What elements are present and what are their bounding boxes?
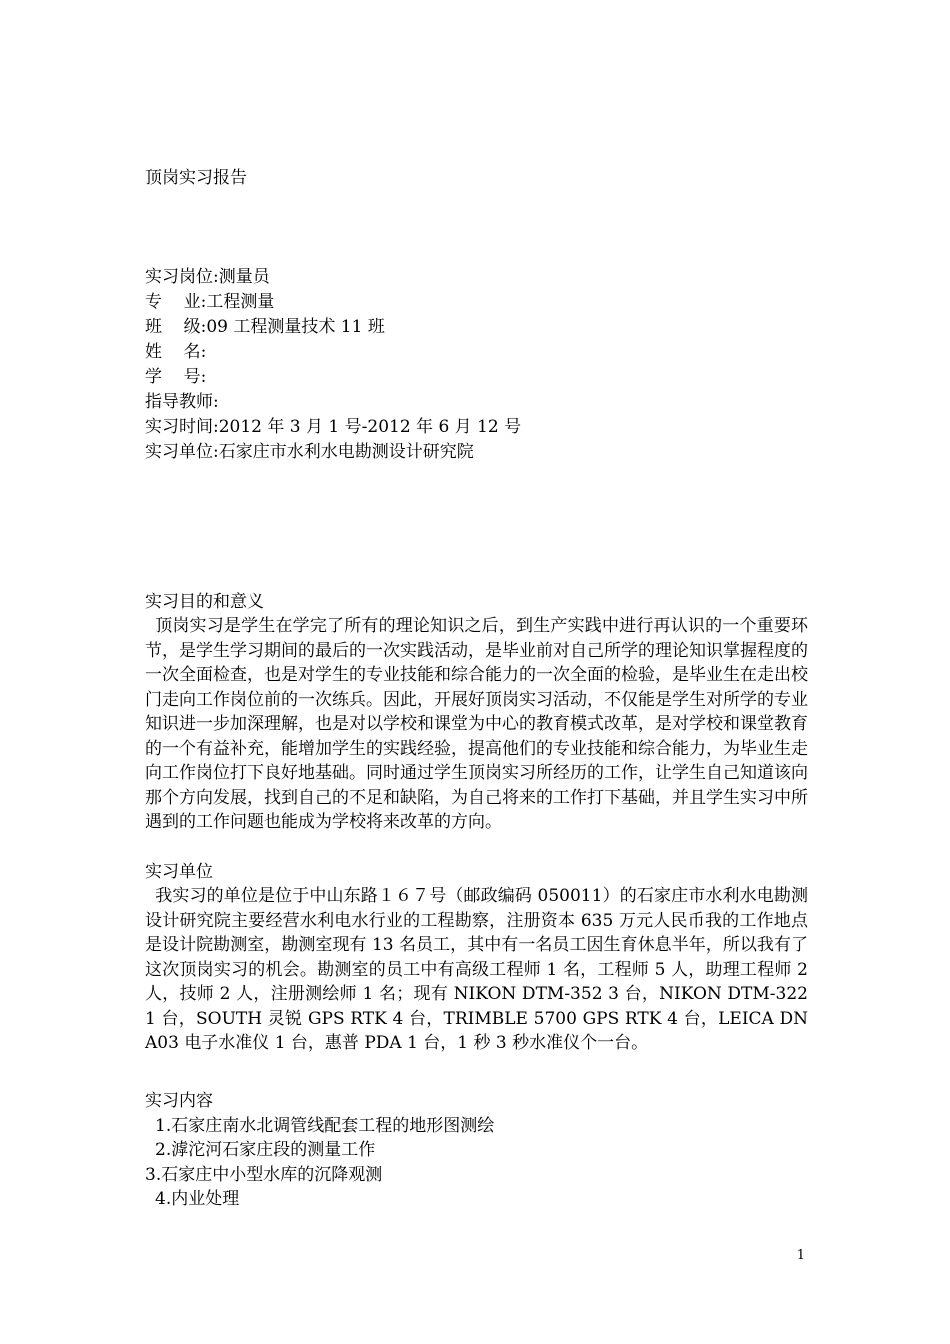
content-item-1: 1.石家庄南水北调管线配套工程的地形图测绘: [155, 1116, 495, 1136]
purpose-paragraph: 顶岗实习是学生在学完了所有的理论知识之后，到生产实践中进行再认识的一个重要环节，是学生学习期间的最后的一次实践活动，是毕业前对自己所学的理论知识掌握程度的一次全面检查，也是对学生的专业技能和综合能力的一次全面的检验，是毕业生在走出校门走向工作岗位前的一次练兵。因此，开展好顶岗实习活动，不仅能是学生对所学的专业知识进一步加深理解，也是对以学校和课堂为中心的教育模式改革，是对学校和课堂教育的一个有益补充，能增加学生的实践经验，提高他们的专业技能和综合能力，为毕业生走向工作岗位打下良好地基础。同时通过学生顶岗实习所经历的工作，让学生自己知道该向那个方向发展，找到自己的不足和缺陷，为自己将来的工作打下基础，并且学生实习中所遇到的工作问题也能成为学校将来改革的方向。: [145, 616, 808, 832]
info-advisor: 指导教师:: [145, 392, 219, 412]
info-class: 班 级:09 工程测量技术 11 班: [145, 317, 385, 337]
info-position: 实习岗位:测量员: [145, 267, 270, 287]
info-period: 实习时间:2012 年 3 月 1 号-2012 年 6 月 12 号: [145, 417, 522, 437]
info-name: 姓 名:: [145, 342, 207, 362]
info-student-id: 学 号:: [145, 367, 207, 387]
unit-heading: 实习单位: [145, 862, 213, 882]
unit-paragraph: 我实习的单位是位于中山东路１６７号（邮政编码 050011）的石家庄市水利水电勘测设计研究院主要经营水利电水行业的工程勘察，注册资本 635 万元人民币我的工作地点是设计院勘测室，勘测室现有 13 名员工，其中有一名员工因生育休息半年，所以我有了这次顶岗实习的机会。勘测室的员工中有高级工程师 1 名，工程师 5 人，助理工程师 2 人，技师 2 人，注册测绘师 1 名；现有 NIKON DTM-352 3 台，NIKON DTM-322 1 台，SOUTH 灵锐 GPS RTK 4 台，TRIMBLE 5700 GPS RTK 4 台，LEICA DNA03 电子水准仪 1 台，惠普 PDA 1 台，1 秒 3 秒水准仪个一台。: [145, 886, 808, 1053]
info-major: 专 业:工程测量: [145, 292, 275, 312]
content-heading: 实习内容: [145, 1091, 213, 1111]
content-item-4: 4.内业处理: [155, 1189, 240, 1209]
purpose-heading: 实习目的和意义: [145, 592, 264, 612]
document-title: 顶岗实习报告: [145, 168, 247, 188]
info-unit: 实习单位:石家庄市水利水电勘测设计研究院: [145, 442, 474, 462]
page-number: 1: [796, 1248, 805, 1263]
content-item-2: 2.滹沱河石家庄段的测量工作: [155, 1140, 376, 1160]
content-item-3: 3.石家庄中小型水库的沉降观测: [145, 1165, 383, 1185]
